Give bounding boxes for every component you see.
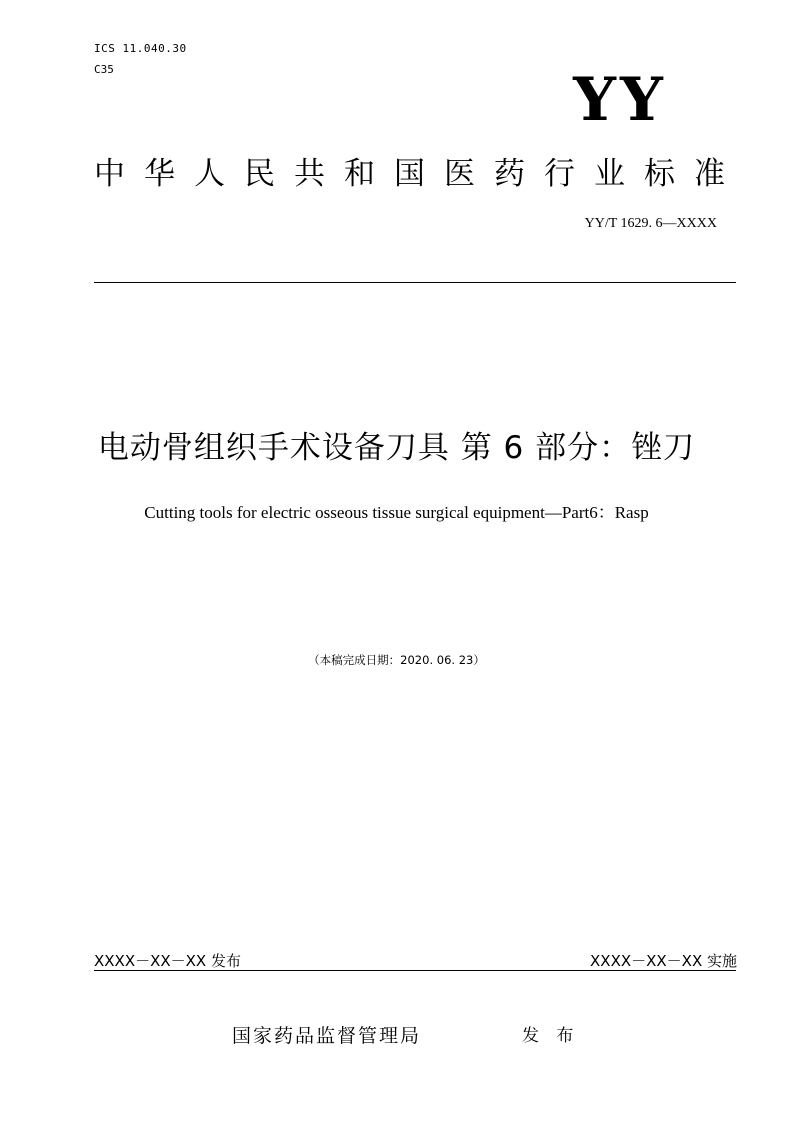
footer-divider: [94, 970, 736, 971]
publish-label: 发 布: [522, 1026, 580, 1046]
draft-date: （本稿完成日期：2020. 06. 23）: [308, 653, 485, 667]
issue-date: XXXX－XX－XX 发布: [94, 952, 241, 970]
issuing-authority: 国家药品监督管理局: [232, 1025, 422, 1047]
implementation-date: XXXX－XX－XX 实施: [590, 952, 737, 970]
ics-code: ICS 11.040.30: [94, 42, 187, 55]
standard-number: YY/T 1629. 6—XXXX: [584, 216, 717, 231]
document-title-english: Cutting tools for electric osseous tissue surgical equipment—Part6：Rasp: [144, 503, 649, 522]
organization-title: 中华人民共和国医药行业标准: [94, 156, 744, 192]
ccs-code: C35: [94, 63, 114, 76]
document-title-chinese: 电动骨组织手术设备刀具 第 6 部分：锉刀: [97, 430, 696, 466]
header-divider: [94, 282, 736, 283]
standard-logo: YY: [573, 65, 667, 135]
